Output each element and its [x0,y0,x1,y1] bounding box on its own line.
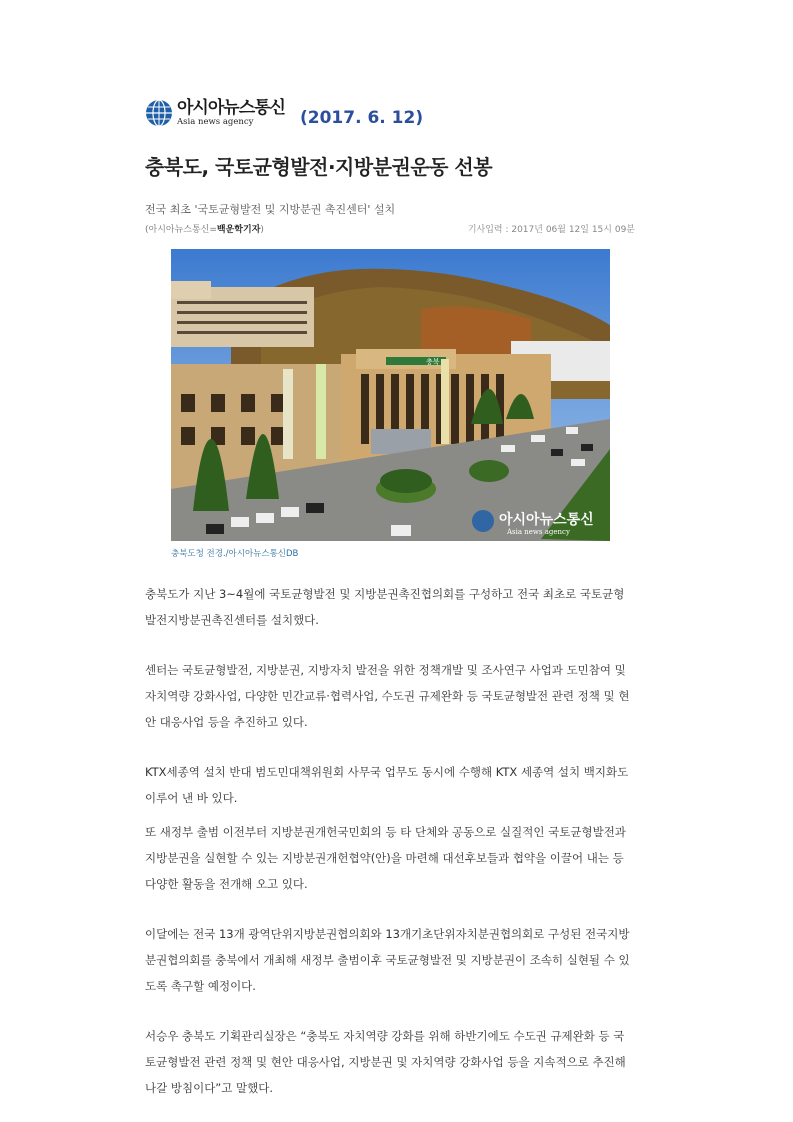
article-photo [171,249,610,541]
article-timestamp: 기사입력 : 2017년 06월 12일 15시 09분 [467,225,635,235]
body-paragraph: KTX세종역 설치 반대 범도민대책위원회 사무국 업무도 동시에 수행해 KTX 세종역 설치 백지화도 이루어 낸 바 있다. [145,765,629,805]
building-sign-text: 충북 [426,358,440,366]
logo-wordmark: 아시아뉴스통신 [177,97,285,118]
article-subheadline: 전국 최초 '국토균형발전 및 지방분권 촉진센터' 설치 [145,203,396,216]
byline-prefix: (아시아뉴스통신= [145,225,217,235]
photo-watermark-tagline: Asia news agency [507,528,570,536]
article-body [145,581,635,1101]
photo-watermark-text: 아시아뉴스통신 [499,512,594,528]
article-byline [145,222,264,235]
article-headline: 충북도, 국토균형발전·지방분권운동 선봉 [145,155,493,179]
body-paragraph: 또 새정부 출범 이전부터 지방분권개헌국민회의 등 타 단체와 공동으로 실질적인 국토균형발전과 지방분권을 실현할 수 있는 지방분권개헌협약(안)을 마련해 대선후보들과 협약을 이끌어 내는 등 다양한 활동을 전개해 오고 있다. [145,825,626,891]
body-paragraph: 서승우 충북도 기획관리실장은 “충북도 자치역량 강화를 위해 하반기에도 수도권 규제완화 등 국토균형발전 관련 정책 및 현안 대응사업, 지방분권 및 자치역량 강화사업 등을 지속적으로 추진해 나갈 방침이다”고 말했다. [145,1029,626,1095]
byline-suffix: ) [260,225,264,235]
masthead [145,96,285,130]
body-paragraph: 이달에는 전국 13개 광역단위지방분권협의회와 13개기초단위자치분권협의회로 구성된 전국지방분권협의회를 충북에서 개최해 새정부 출범이후 국토균형발전 및 지방분권이 조속히 실현될 수 있도록 촉구할 예정이다. [145,927,630,993]
publication-date: (2017. 6. 12) [300,108,424,128]
body-paragraph: 센터는 국토균형발전, 지방분권, 지방자치 발전을 위한 정책개발 및 조사연구 사업과 도민참여 및 자치역량 강화사업, 다양한 민간교류·협력사업, 수도권 규제완화 등 국토균형발전 관련 정책 및 현안 대응사업 등을 추진하고 있다. [145,663,630,729]
globe-logo-icon [145,99,173,127]
body-paragraph: 충북도가 지난 3~4월에 국토균형발전 및 지방분권촉진협의회를 구성하고 전국 최초로 국토균형발전지방분권촉진센터를 설치했다. [145,587,625,627]
reporter-name[interactable]: 백운학기자 [216,225,261,235]
logo-tagline: Asia news agency [177,116,254,127]
photo-caption: 충북도청 전경./아시아뉴스통신DB [171,549,299,559]
